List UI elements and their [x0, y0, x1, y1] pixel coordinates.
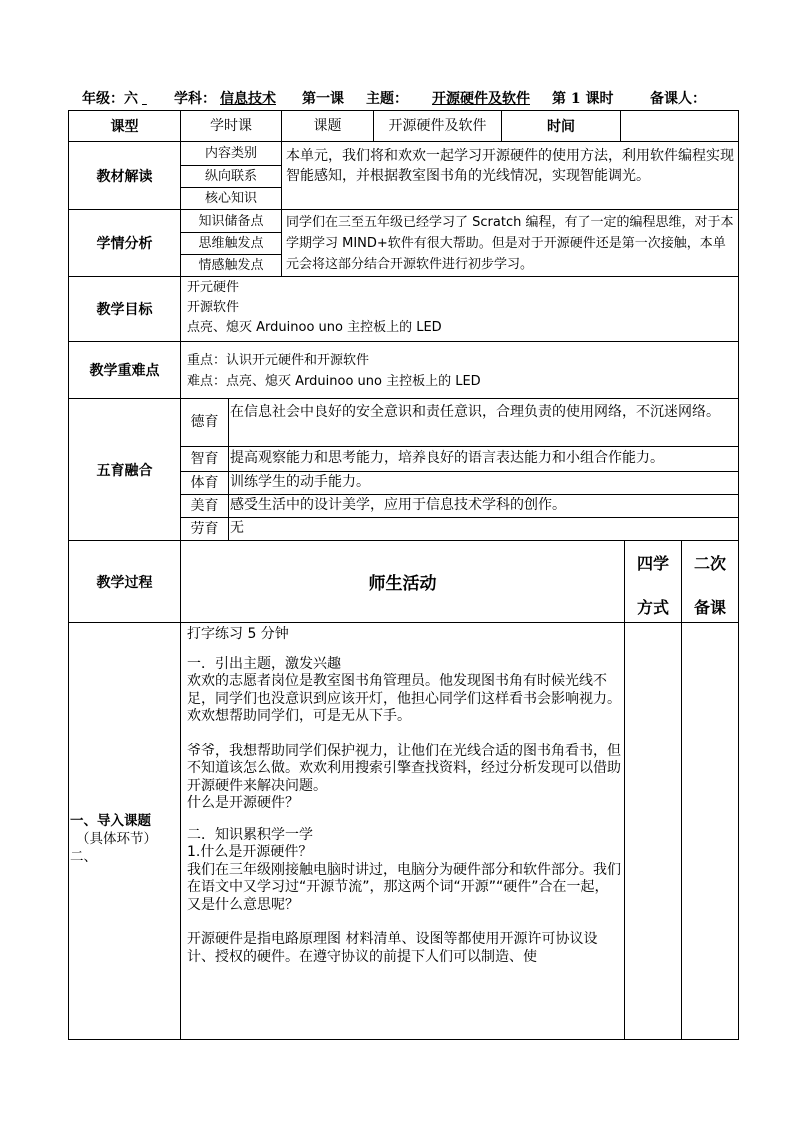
- second-prep-line-2: 备课: [693, 598, 726, 617]
- stage-line-3: 二、: [70, 849, 97, 865]
- five-edu-text-physical: 训练学生的动手能力。: [230, 474, 370, 490]
- period-label: 第 1 课时: [552, 91, 614, 107]
- paragraph: 打字练习 5 分钟: [187, 626, 289, 642]
- paragraph: 爷爷，我想帮助同学们保护视力，让他们在光线合适的图书角看书，但不知道该怎么做。欢欢利用搜索引擎查找资料，经过分析发现可以借助开源硬件来解决问题。: [187, 742, 621, 794]
- material-sub-2: 纵向联系: [204, 169, 257, 184]
- topic-value-cell: 开源硬件及软件: [388, 117, 487, 134]
- time-value: [621, 111, 738, 141]
- process-stage-label: [70, 812, 180, 872]
- five-edu-name-physical: 体育: [190, 474, 219, 491]
- goal-item: 开元硬件: [187, 280, 240, 295]
- goals-label: 教学目标: [96, 302, 153, 318]
- goals-list: [187, 278, 727, 340]
- subject-label: 学科：: [174, 91, 216, 107]
- document-header: [82, 90, 762, 108]
- student-sub-1: 知识储备点: [198, 213, 264, 229]
- goal-item: 点亮、熄灭 Arduinoo uno 主控板上的 LED: [187, 320, 442, 335]
- material-sub-1: 内容类别: [204, 146, 257, 161]
- material-text: 本单元，我们将和欢欢一起学习开源硬件的使用方法，利用软件编程实现智能感知，并根据教室图书角的光线情况，实现智能调光。: [286, 148, 734, 184]
- five-edu-name-labor: 劳育: [190, 520, 219, 537]
- activity-label: 师生活动: [368, 574, 437, 594]
- topic-value: 开源硬件及软件: [432, 91, 530, 107]
- student-sub-2: 思维触发点: [198, 236, 264, 251]
- stage-line-1: 一、导入课题: [70, 813, 151, 829]
- paragraph: [187, 914, 621, 931]
- student-text: 同学们在三至五年级已经学习了 Scratch 编程，有了一定的编程思维，对于本学期学习 MIND+软件有很大帮助。但是对于开源硬件还是第一次接触，本单元会将这部分结合开源软件进行初步学习。: [286, 215, 734, 272]
- activity-content: [187, 626, 621, 1038]
- course-type-value: 学时课: [210, 117, 252, 134]
- key-points-label: 教学重难点: [89, 363, 160, 379]
- paragraph: 欢欢的志愿者岗位是教室图书角管理员。他发现图书角有时候光线不足，同学们也没意识到应该开灯，他担心同学们这样看书会影响视力。欢欢想帮助同学们，可是无从下手。: [187, 673, 621, 724]
- second-prep-line-1: 二次: [693, 554, 726, 573]
- five-edu-text-intellect: 提高观察能力和思考能力，培养良好的语言表达能力和小组合作能力。: [230, 450, 664, 466]
- five-edu-name-aesthetic: 美育: [190, 497, 219, 514]
- five-edu-label: 五育融合: [96, 462, 153, 479]
- time-label: 时间: [547, 119, 575, 135]
- stage-line-2: （具体环节）: [76, 831, 157, 847]
- section-heading: 二．知识累积学一学: [187, 826, 313, 843]
- preparer-label: 备课人：: [650, 91, 706, 107]
- paragraph: 什么是开源硬件？: [187, 795, 299, 811]
- student-sub-3: 情感触发点: [198, 258, 264, 273]
- paragraph: 我们在三年级刚接触电脑时讲过，电脑分为硬件部分和软件部分。我们在语文中又学习过“开源节流”，那这两个词“开源”“硬件”合在一起，又是什么意思呢？: [187, 861, 621, 913]
- sub-heading: 1.什么是开源硬件？: [187, 844, 313, 860]
- paragraph: 开源硬件是指电路原理图 材料清单、设图等都使用开源许可协议设计、授权的硬件。在遵守协议的前提下人们可以制造、使: [187, 931, 598, 965]
- paragraph: [187, 726, 621, 743]
- key-points-list: [187, 350, 727, 394]
- grade-underline: [142, 90, 152, 108]
- section-heading: 一．引出主题，激发兴趣: [187, 655, 341, 672]
- topic-label: 主题：: [366, 91, 408, 107]
- second-prep-label: [682, 541, 738, 622]
- course-type-label: 课型: [110, 119, 139, 135]
- study-method-label: [625, 541, 681, 622]
- paragraph: [187, 644, 621, 656]
- five-edu-name-intellect: 智育: [190, 450, 219, 467]
- process-label: 教学过程: [96, 574, 153, 591]
- grade-label: 年级：六: [82, 91, 138, 107]
- five-edu-text-aesthetic: 感受生活中的设计美学，应用于信息技术学科的创作。: [230, 497, 566, 513]
- study-method-line-1: 四学: [636, 554, 669, 573]
- key-point-item: 重点：认识开元硬件和开源软件: [187, 353, 370, 368]
- five-edu-name-moral: 德育: [190, 414, 219, 430]
- goal-item: 开源软件: [187, 300, 240, 315]
- subject-value: 信息技术: [220, 91, 276, 107]
- student-label: 学情分析: [96, 236, 153, 252]
- material-label: 教材解读: [96, 168, 153, 185]
- five-edu-text-moral: 在信息社会中良好的安全意识和责任意识，合理负责的使用网络，不沉迷网络。: [230, 404, 720, 420]
- difficult-point-item: 难点：点亮、熄灭 Arduinoo uno 主控板上的 LED: [187, 374, 481, 389]
- paragraph: [187, 813, 621, 827]
- study-method-line-2: 方式: [636, 598, 669, 617]
- lesson-label: 第一课: [302, 91, 344, 107]
- material-sub-3: 核心知识: [204, 191, 257, 206]
- topic-label-cell: 课题: [313, 117, 342, 134]
- five-edu-text-labor: 无: [230, 520, 244, 536]
